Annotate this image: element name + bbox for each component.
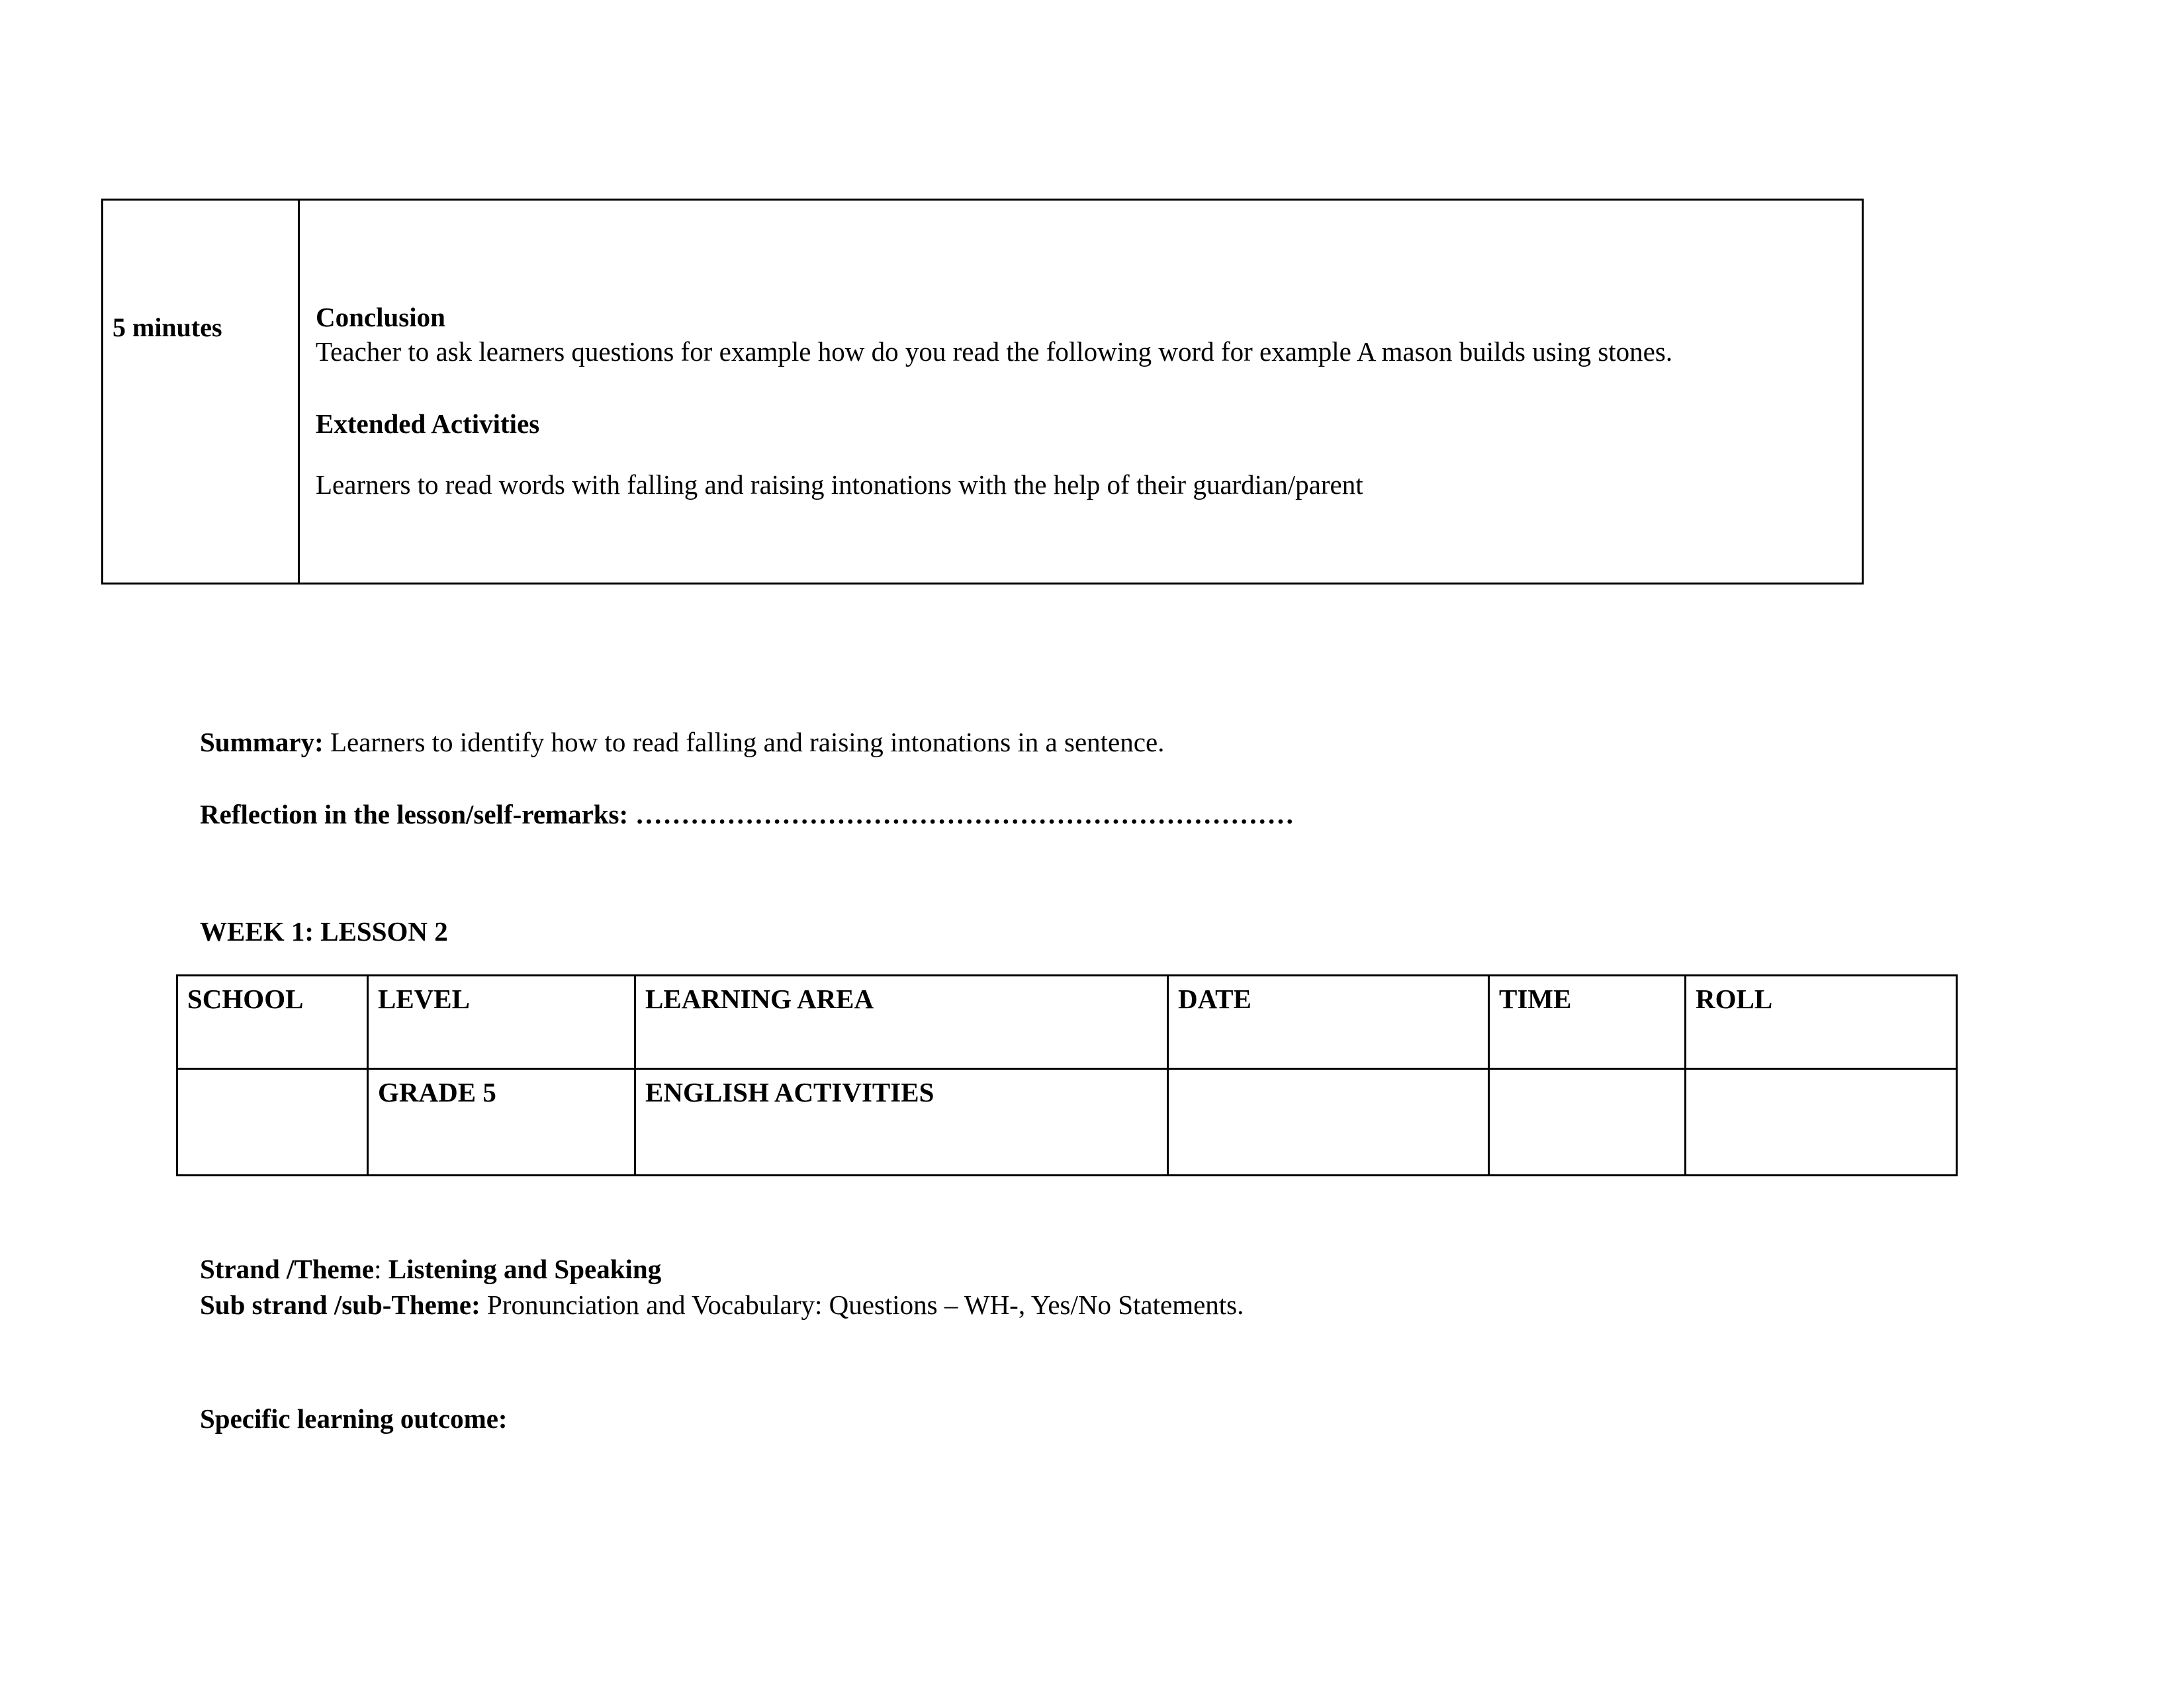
column-header-time: TIME bbox=[1489, 976, 1686, 1069]
sub-strand-line bbox=[200, 1287, 1921, 1323]
spacer bbox=[316, 441, 1847, 467]
cell-roll[interactable] bbox=[1686, 1069, 1957, 1176]
cell-school[interactable] bbox=[177, 1069, 368, 1176]
reflection-line bbox=[200, 760, 1854, 832]
extended-activities-heading: Extended Activities bbox=[316, 408, 540, 439]
conclusion-text: Teacher to ask learners questions for example how do you read the following word for example A mason builds using stones. bbox=[316, 336, 1673, 367]
reflection-label: Reflection in the lesson/self-remarks: bbox=[200, 799, 629, 830]
table-header-row bbox=[177, 976, 1957, 1069]
summary-text: Learners to identify how to read falling and raising intonations in a sentence. bbox=[323, 727, 1165, 757]
strand-block bbox=[200, 1251, 1921, 1323]
column-header-level: LEVEL bbox=[368, 976, 635, 1069]
column-header-school: SCHOOL bbox=[177, 976, 368, 1069]
strand-theme-separator: : bbox=[374, 1254, 388, 1284]
spacer bbox=[316, 369, 1847, 406]
summary-label: Summary: bbox=[200, 727, 324, 757]
lesson-step-duration: 5 minutes bbox=[113, 312, 222, 342]
lesson-step-duration-cell bbox=[103, 200, 299, 584]
column-header-learning-area: LEARNING AREA bbox=[635, 976, 1168, 1069]
sub-strand-value: Pronunciation and Vocabulary: Questions – WH-, Yes/No Statements. bbox=[480, 1289, 1244, 1321]
lesson-step-content-cell bbox=[299, 200, 1863, 584]
summary-reflection-block bbox=[200, 725, 1854, 833]
cell-time[interactable] bbox=[1489, 1069, 1686, 1176]
table-row bbox=[103, 200, 1863, 584]
class-info-table bbox=[176, 974, 1958, 1176]
strand-theme-line bbox=[200, 1251, 1921, 1287]
table-row bbox=[177, 1069, 1957, 1176]
lesson-steps-table bbox=[101, 199, 1864, 585]
conclusion-heading: Conclusion bbox=[316, 302, 445, 332]
strand-theme-value: Listening and Speaking bbox=[388, 1254, 662, 1284]
column-header-date: DATE bbox=[1168, 976, 1489, 1069]
cell-learning-area[interactable]: ENGLISH ACTIVITIES bbox=[635, 1069, 1168, 1176]
week-lesson-heading: WEEK 1: LESSON 2 bbox=[200, 916, 448, 947]
specific-learning-outcome-heading: Specific learning outcome: bbox=[200, 1403, 508, 1434]
column-header-roll: ROLL bbox=[1686, 976, 1957, 1069]
strand-theme-label: Strand /Theme bbox=[200, 1254, 375, 1284]
cell-level[interactable]: GRADE 5 bbox=[368, 1069, 635, 1176]
extended-activities-text: Learners to read words with falling and raising intonations with the help of their guardian/parent bbox=[316, 469, 1363, 500]
reflection-dots: ……………………………………………………………… bbox=[628, 799, 1295, 830]
summary-line bbox=[200, 725, 1854, 760]
sub-strand-label: Sub strand /sub-Theme: bbox=[200, 1289, 480, 1321]
cell-date[interactable] bbox=[1168, 1069, 1489, 1176]
